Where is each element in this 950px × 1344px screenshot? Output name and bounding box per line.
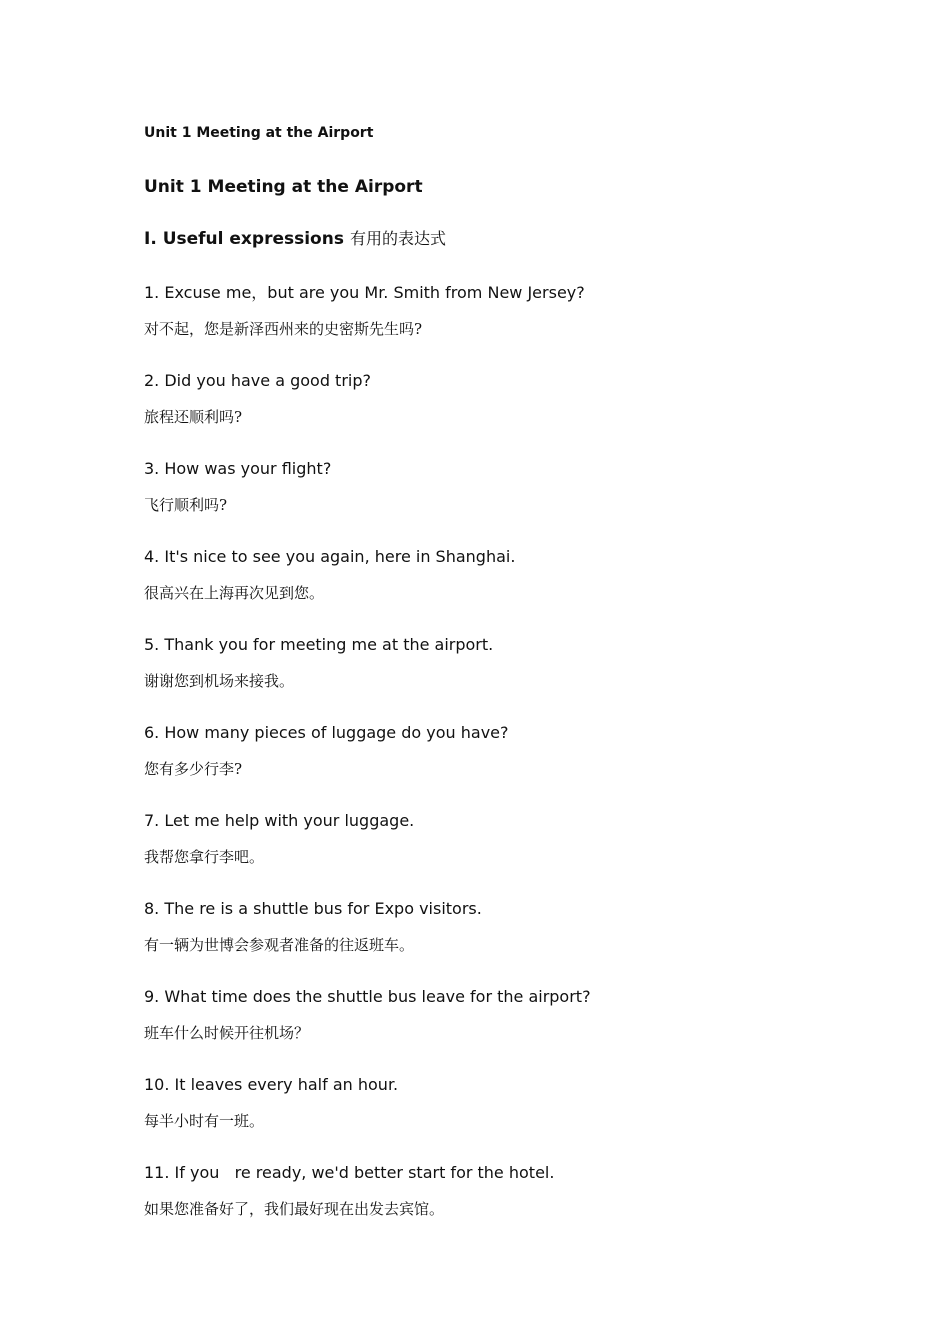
expression-item xyxy=(144,810,844,898)
expression-chinese: 班车什么时候开往机场？ xyxy=(144,1024,310,1042)
expression-english: 9. What time does the shuttle bus leave for the airport? xyxy=(144,987,591,1006)
expression-english: 1. Excuse me，but are you Mr. Smith from New Jersey? xyxy=(144,283,585,302)
expression-chinese: 每半小时有一班。 xyxy=(144,1112,265,1130)
expression-item xyxy=(144,986,844,1074)
expression-english: 3. How was your flight? xyxy=(144,459,332,478)
expression-english: 4. It's nice to see you again, here in Shanghai. xyxy=(144,547,516,566)
expression-english: 11. If you re ready, we'd better start for the hotel. xyxy=(144,1163,555,1182)
expression-english: 7. Let me help with your luggage. xyxy=(144,811,415,830)
expression-chinese: 如果您准备好了，我们最好现在出发去宾馆。 xyxy=(144,1200,445,1218)
expression-item xyxy=(144,1074,844,1162)
expression-list xyxy=(144,282,844,1250)
expression-item xyxy=(144,898,844,986)
expression-item xyxy=(144,634,844,722)
expression-item xyxy=(144,458,844,546)
expression-item xyxy=(144,370,844,458)
expression-chinese: 飞行顺利吗? xyxy=(144,496,228,514)
unit-title: Unit 1 Meeting at the Airport xyxy=(144,177,423,197)
expression-english: 8. The re is a shuttle bus for Expo visitors. xyxy=(144,899,482,918)
section-heading-english: I. Useful expressions xyxy=(144,229,344,249)
expression-chinese: 谢谢您到机场来接我。 xyxy=(144,672,295,690)
section-heading xyxy=(144,228,446,250)
section-heading-chinese: 有用的表达式 xyxy=(349,229,446,248)
expression-chinese: 对不起，您是新泽西州来的史密斯先生吗? xyxy=(144,320,423,338)
expression-chinese: 有一辆为世博会参观者准备的往返班车。 xyxy=(144,936,415,954)
expression-item xyxy=(144,1162,844,1250)
document-header-title: Unit 1 Meeting at the Airport xyxy=(144,125,374,141)
expression-item xyxy=(144,546,844,634)
expression-chinese: 旅程还顺利吗? xyxy=(144,408,243,426)
expression-chinese: 您有多少行李? xyxy=(144,760,243,778)
expression-english: 5. Thank you for meeting me at the airport. xyxy=(144,635,494,654)
expression-item xyxy=(144,282,844,370)
expression-chinese: 很高兴在上海再次见到您。 xyxy=(144,584,325,602)
expression-chinese: 我帮您拿行李吧。 xyxy=(144,848,265,866)
expression-english: 2. Did you have a good trip? xyxy=(144,371,371,390)
expression-english: 6. How many pieces of luggage do you have? xyxy=(144,723,509,742)
expression-item xyxy=(144,722,844,810)
expression-english: 10. It leaves every half an hour. xyxy=(144,1075,399,1094)
